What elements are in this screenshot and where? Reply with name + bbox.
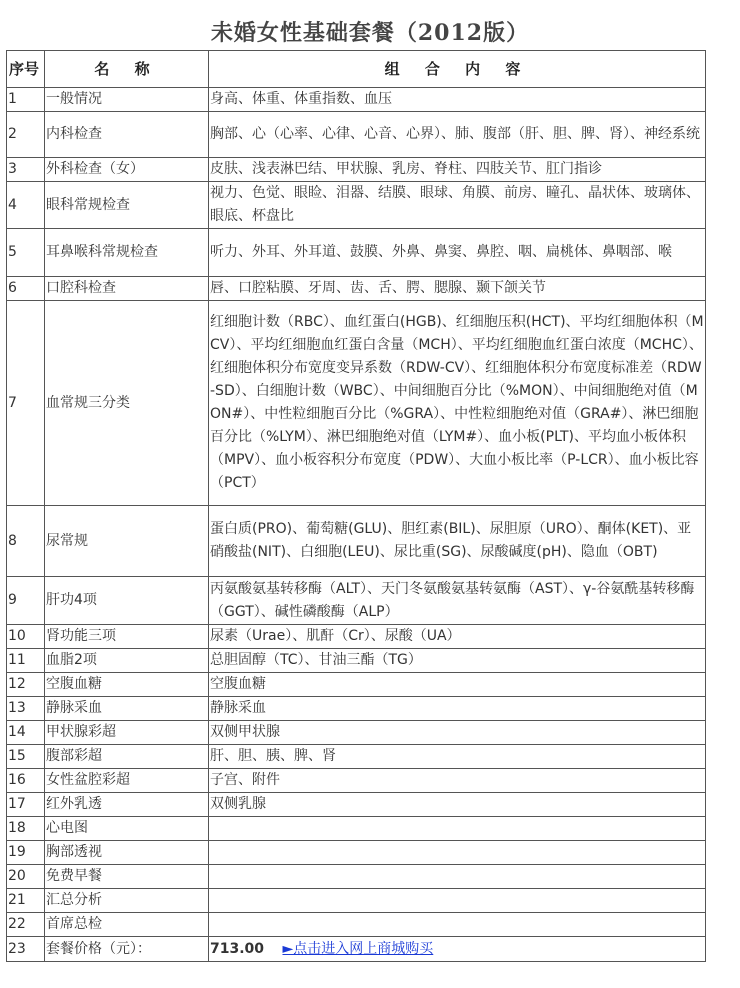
- row-name: 一般情况: [45, 88, 209, 112]
- row-name: 耳鼻喉科常规检查: [45, 229, 209, 277]
- buy-online-link[interactable]: ►点击进入网上商城购买: [282, 940, 434, 957]
- package-table: [6, 50, 706, 962]
- row-name: 血常规三分类: [45, 301, 209, 506]
- row-name: 内科检查: [45, 112, 209, 158]
- row-name: 外科检查（女）: [45, 158, 209, 182]
- row-content: 视力、色觉、眼睑、泪器、结膜、眼球、角膜、前房、瞳孔、晶状体、玻璃体、眼底、杯盘比: [209, 182, 706, 229]
- row-num: 3: [7, 158, 45, 182]
- row-name: 首席总检: [45, 913, 209, 937]
- row-num: 14: [7, 721, 45, 745]
- price-row-content: [209, 937, 706, 962]
- row-num: 2: [7, 112, 45, 158]
- row-name: 口腔科检查: [45, 277, 209, 301]
- row-name: 空腹血糖: [45, 673, 209, 697]
- row-content: 肝、胆、胰、脾、肾: [209, 745, 706, 769]
- row-name: 静脉采血: [45, 697, 209, 721]
- table-body: [7, 88, 706, 937]
- table-row: [7, 277, 706, 301]
- row-num: 6: [7, 277, 45, 301]
- row-content: [209, 865, 706, 889]
- row-content: 身高、体重、体重指数、血压: [209, 88, 706, 112]
- row-name: 汇总分析: [45, 889, 209, 913]
- row-content: 皮肤、浅表淋巴结、甲状腺、乳房、脊柱、四肢关节、肛门指诊: [209, 158, 706, 182]
- table-row: [7, 112, 706, 158]
- table-row: [7, 229, 706, 277]
- row-num: 13: [7, 697, 45, 721]
- row-content: 静脉采血: [209, 697, 706, 721]
- row-num: 4: [7, 182, 45, 229]
- row-num: 22: [7, 913, 45, 937]
- table-header-row: [7, 51, 706, 88]
- header-name: 名 称: [45, 51, 209, 88]
- table-row: [7, 577, 706, 625]
- page-title: 未婚女性基础套餐（2012版）: [210, 20, 530, 46]
- row-content: 红细胞计数（RBC）、血红蛋白(HGB)、红细胞压积(HCT)、平均红细胞体积（MCV）、平均红细胞血红蛋白含量（MCH）、平均红细胞血红蛋白浓度（MCHC）、红细胞体积分布宽度变异系数（RDW-CV）、红细胞体积分布宽度标准差（RDW-SD）、白细胞计数（WBC）、中间细胞百分比（%MON）、中间细胞绝对值（MON#）、中性粒细胞百分比（%GRA）、中性粒细胞绝对值（GRA#）、淋巴细胞百分比（%LYM）、淋巴细胞绝对值（LYM#）、血小板(PLT)、平均血小板体积（MPV）、血小板容积分布宽度（PDW）、大血小板比率（P-LCR）、血小板比容（PCT）: [209, 301, 706, 506]
- row-num: 17: [7, 793, 45, 817]
- row-content: 总胆固醇（TC）、甘油三酯（TG）: [209, 649, 706, 673]
- row-num: 21: [7, 889, 45, 913]
- table-row: [7, 721, 706, 745]
- table-row: [7, 649, 706, 673]
- row-content: 尿素（Urae）、肌酐（Cr）、尿酸（UA）: [209, 625, 706, 649]
- table-row: [7, 182, 706, 229]
- row-name: 腹部彩超: [45, 745, 209, 769]
- table-row: [7, 865, 706, 889]
- row-content: 双侧乳腺: [209, 793, 706, 817]
- row-content: 听力、外耳、外耳道、鼓膜、外鼻、鼻窦、鼻腔、咽、扁桃体、鼻咽部、喉: [209, 229, 706, 277]
- row-name: 甲状腺彩超: [45, 721, 209, 745]
- row-num: 1: [7, 88, 45, 112]
- row-content: 空腹血糖: [209, 673, 706, 697]
- row-content: 唇、口腔粘膜、牙周、齿、舌、腭、腮腺、颞下颌关节: [209, 277, 706, 301]
- row-num: 7: [7, 301, 45, 506]
- price-row: [7, 937, 706, 962]
- header-content: 组 合 内 容: [209, 51, 706, 88]
- table-row: [7, 673, 706, 697]
- header-num: 序号: [7, 51, 45, 88]
- table-row: [7, 697, 706, 721]
- row-num: 18: [7, 817, 45, 841]
- row-num: 19: [7, 841, 45, 865]
- table-row: [7, 506, 706, 577]
- row-name: 眼科常规检查: [45, 182, 209, 229]
- row-num: 10: [7, 625, 45, 649]
- row-name: 肾功能三项: [45, 625, 209, 649]
- price-row-num: 23: [7, 937, 45, 962]
- table-row: [7, 769, 706, 793]
- table-row: [7, 817, 706, 841]
- row-num: 8: [7, 506, 45, 577]
- row-name: 胸部透视: [45, 841, 209, 865]
- table-row: [7, 793, 706, 817]
- table-row: [7, 841, 706, 865]
- table-row: [7, 88, 706, 112]
- row-name: 肝功4项: [45, 577, 209, 625]
- row-name: 女性盆腔彩超: [45, 769, 209, 793]
- package-price: 713.00: [210, 940, 265, 957]
- row-content: [209, 817, 706, 841]
- row-num: 9: [7, 577, 45, 625]
- row-name: 红外乳透: [45, 793, 209, 817]
- row-content: 双侧甲状腺: [209, 721, 706, 745]
- row-name: 免费早餐: [45, 865, 209, 889]
- row-name: 心电图: [45, 817, 209, 841]
- table-row: [7, 301, 706, 506]
- row-num: 5: [7, 229, 45, 277]
- row-content: [209, 841, 706, 865]
- row-num: 20: [7, 865, 45, 889]
- price-row-label: 套餐价格（元）：: [45, 937, 209, 962]
- table-row: [7, 913, 706, 937]
- row-name: 尿常规: [45, 506, 209, 577]
- row-content: 丙氨酸氨基转移酶（ALT）、天门冬氨酸氨基转氨酶（AST）、γ-谷氨酰基转移酶（GGT）、碱性磷酸酶（ALP）: [209, 577, 706, 625]
- row-content: 子宫、附件: [209, 769, 706, 793]
- row-name: 血脂2项: [45, 649, 209, 673]
- table-row: [7, 158, 706, 182]
- row-content: 胸部、心（心率、心律、心音、心界）、肺、腹部（肝、胆、脾、肾）、神经系统: [209, 112, 706, 158]
- row-content: [209, 889, 706, 913]
- row-num: 16: [7, 769, 45, 793]
- table-row: [7, 745, 706, 769]
- table-row: [7, 889, 706, 913]
- row-content: [209, 913, 706, 937]
- row-num: 15: [7, 745, 45, 769]
- row-num: 11: [7, 649, 45, 673]
- row-content: 蛋白质(PRO)、葡萄糖(GLU)、胆红素(BIL)、尿胆原（URO）、酮体(KET)、亚硝酸盐(NIT)、白细胞(LEU)、尿比重(SG)、尿酸碱度(pH)、隐血（OBT): [209, 506, 706, 577]
- row-num: 12: [7, 673, 45, 697]
- table-row: [7, 625, 706, 649]
